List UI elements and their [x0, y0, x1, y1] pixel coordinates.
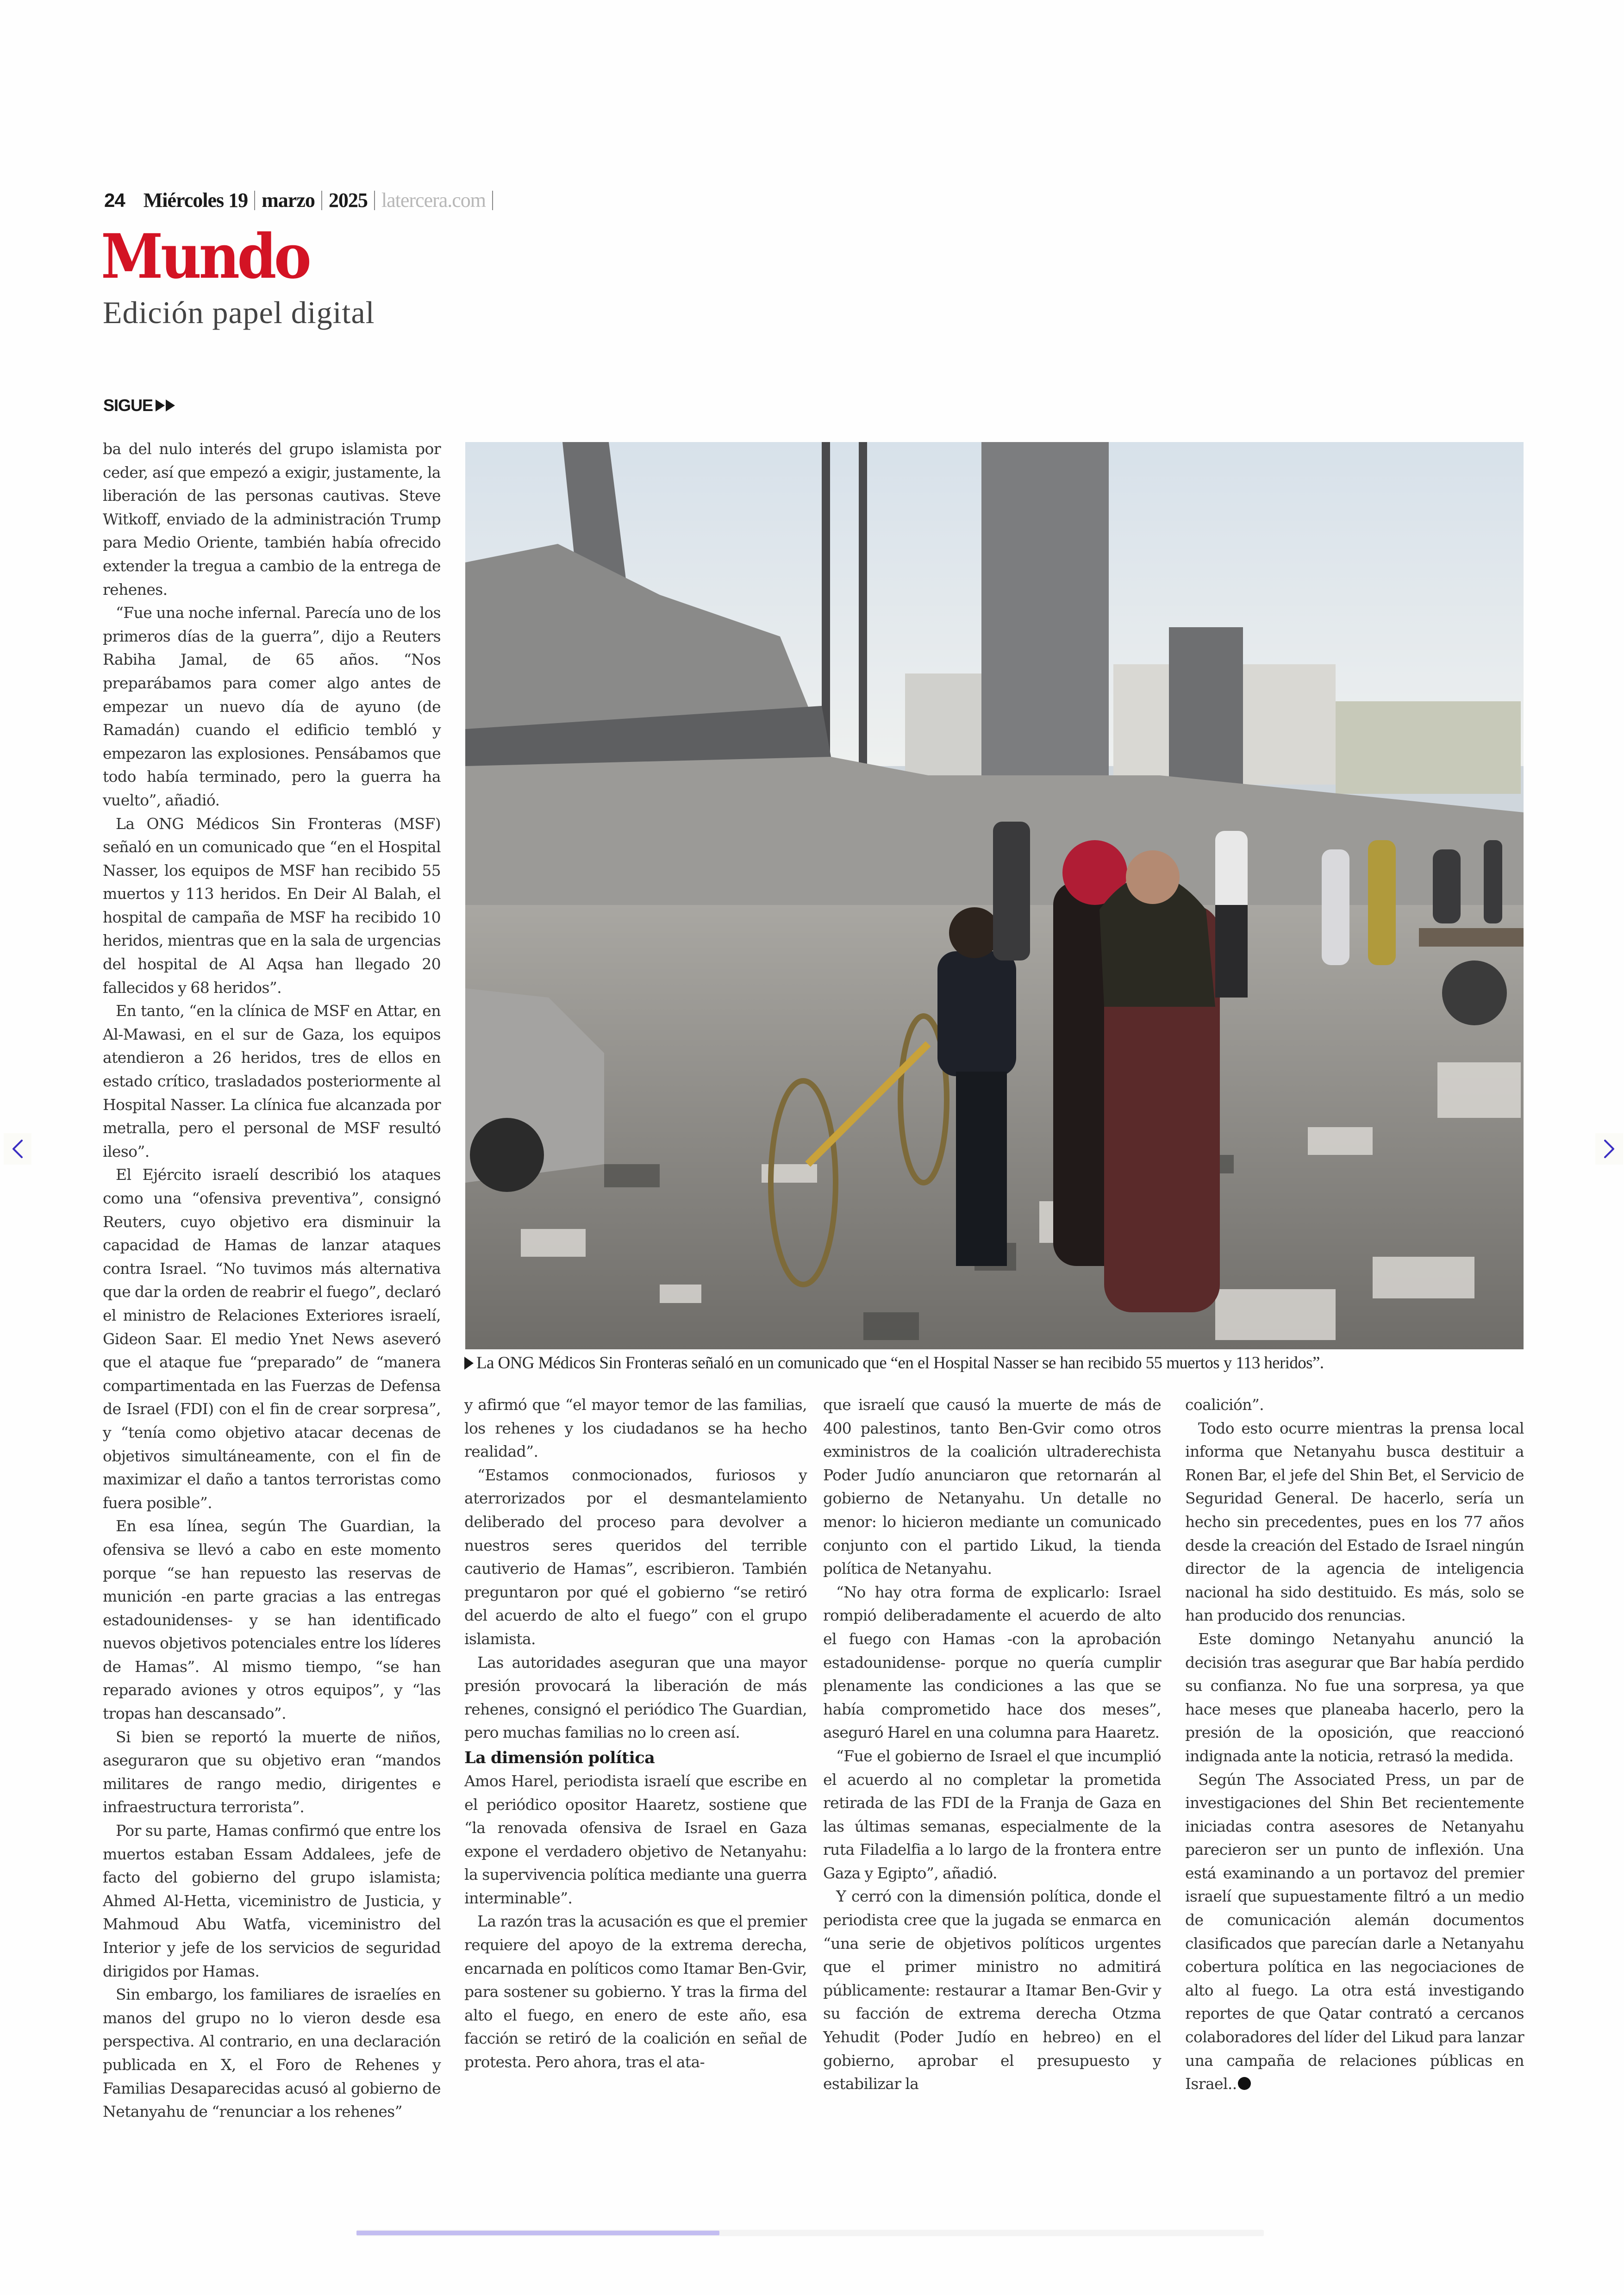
- paragraph: [823, 1393, 1161, 1581]
- site-name: latercera.com: [381, 189, 486, 212]
- photo-cart: [1419, 928, 1524, 947]
- photo-car-wheel: [470, 1118, 544, 1192]
- paragraph-text: Este domingo Netanyahu anunció la decisión tras asegurar que Bar había perdido su confianza. No fue una sorpresa, ya que hace meses que planeaba hacerlo, pero la presión de la oposición, que reaccionó indignada ante la noticia, retrasó la medida.: [1185, 1629, 1524, 1765]
- paragraph-text: La razón tras la acusación es que el premier requiere del apoyo de la extrema derecha, encarnada en políticos como Itamar Ben-Gvir, para sostener su gobierno. Y tras la firma del alto el fuego, en enero de este año, esa facción se retiró de la coalición en señal de protesta. Pero ahora, tras el ata-: [464, 1912, 807, 2071]
- paragraph-text: El Ejército israelí describió los ataques como una “ofensiva preventiva”, consignó Reuters, cuyo objetivo era disminuir la capacidad de Hamas de lanzar ataques contra Israel. “No tuvimos más alternativa que dar la orden de reabrir el fuego”, declaró el ministro de Relaciones Exteriores israelí, Gideon Saar. El medio Ynet News aseveró que el ataque fue “preparado” de “manera compartimentada en las Fuerzas de Defensa de Israel (FDI) con el fin de crear sorpresa”, y “tenía como objetivo atacar decenas de objetivos simultáneamente, con el fin de maximizar el daño a tantos terroristas como fuera posible”.: [103, 1166, 441, 1512]
- article-column-4: [1185, 1393, 1524, 2096]
- paragraph-text: “Estamos conmocionados, furiosos y aterrorizados por el desmantelamiento deliberado del proceso para devolver a nuestros seres queridos del terrible cautiverio de Hamas”, escribieron. También preguntaron por qué el gobierno “se retiró del acuerdo de alto el fuego” con el grupo islamista.: [464, 1466, 807, 1648]
- section-subtitle: Edición papel digital: [103, 295, 375, 330]
- paragraph: [464, 1770, 807, 1910]
- paragraph: [103, 999, 441, 1163]
- paragraph-text: Según The Associated Press, un par de investigaciones del Shin Bet recientemente iniciadas contra asesores de Netanyahu parecieron ser un punto de inflexión. Una está examinando a un portavoz del premier israelí que supuestamente filtró a un medio de comunicación alemán documentos clasificados que parecían darle a Netanyahu cobertura política en las negociaciones de alto al fuego. La otra está investigando reportes de que Qatar contrató a cercanos colaboradores del líder del Likud para lanzar una campaña de relaciones públicas en Israel..: [1185, 1770, 1524, 2093]
- chevron-left-icon: [11, 1139, 25, 1159]
- paragraph-text: Por su parte, Hamas confirmó que entre los muertos estaban Essam Addalees, jefe de facto del gobierno del grupo islamista; Ahmed Al-Hetta, viceministro de Justicia, y Mahmoud Abu Watfa, viceministro del Interior y jefe de los servicios de seguridad dirigidos por Hamas.: [103, 1821, 441, 1980]
- play-arrow-icon: [156, 399, 165, 412]
- paragraph-text: En tanto, “en la clínica de MSF en Attar, en Al-Mawasi, en el sur de Gaza, los equipos atendieron a 26 heridos, tres de ellos en estado crítico, trasladados posteriormente al Hospital Nasser. La clínica fue alcanzada por metralla, pero el personal de MSF resultó ileso”.: [103, 1002, 441, 1160]
- paragraph: [103, 601, 441, 812]
- paragraph-text: Amos Harel, periodista israelí que escribe en el periódico opositor Haaretz, sostiene que “la renovada ofensiva de Israel en Gaza expone el verdadero objetivo de Netanyahu: la supervivencia política mediante una guerra interminable”.: [464, 1771, 807, 1907]
- play-arrow-icon: [166, 399, 175, 412]
- paragraph: [103, 812, 441, 1000]
- scrollbar-thumb[interactable]: [356, 2231, 719, 2235]
- subheading-text: La dimensión política: [464, 1748, 655, 1767]
- paragraph: [1185, 1628, 1524, 1768]
- paragraph: [1185, 1417, 1524, 1628]
- paragraph: [103, 1983, 441, 2124]
- previous-page-button[interactable]: [4, 1133, 31, 1165]
- photo-ruined-pillar: [981, 442, 1109, 775]
- page-folio: [104, 184, 500, 217]
- caption-arrow-icon: [464, 1357, 474, 1370]
- photo-woman-patterned-dress: [1099, 850, 1220, 1312]
- date-weekday-day: Miércoles 19: [143, 189, 248, 212]
- subheading: [464, 1746, 807, 1770]
- paragraph: [103, 437, 441, 601]
- next-page-button[interactable]: [1595, 1133, 1623, 1165]
- photo-caption: [464, 1352, 1524, 1375]
- continue-marker: [103, 396, 175, 415]
- paragraph-text: Sin embargo, los familiares de israelíes en manos del grupo no lo vieron desde esa perspectiva. Al contrario, en una declaración publicada en X, el Foro de Rehenes y Familias Desaparecidas acusó al gobierno de Netanyahu de “renunciar a los rehenes”: [103, 1985, 441, 2121]
- paragraph-text: coalición”.: [1185, 1396, 1264, 1414]
- paragraph-text: “No hay otra forma de explicarlo: Israel rompió deliberadamente el acuerdo de alto el fuego con Hamas -con la aprobación estadounidense- porque no quería cumplir plenamente las condiciones a las que se había comprometido hace dos meses”, aseguró Harel en una columna para Haaretz.: [823, 1583, 1161, 1742]
- photo-cart-wheel: [1442, 960, 1507, 1025]
- paragraph: [823, 1885, 1161, 2095]
- end-of-article-icon: [1238, 2077, 1251, 2090]
- paragraph: [1185, 1768, 1524, 2096]
- paragraph: [103, 1819, 441, 1983]
- paragraph-text: Si bien se reportó la muerte de niños, aseguraron que su objetivo eran “mandos militares de rango medio, dirigentes e infraestructura terrorista”.: [103, 1727, 441, 1816]
- paragraph: [464, 1464, 807, 1651]
- photo-illustration: [465, 442, 1524, 1349]
- paragraph: [823, 1745, 1161, 1885]
- section-title: Mundo: [101, 221, 309, 293]
- paragraph-text: “Fue una noche infernal. Parecía uno de los primeros días de la guerra”, dijo a Reuters Rabiha Jamal, de 65 años. “Nos preparábamos para comer algo antes de empezar un nuevo día de ayuno (de Ramadán) cuando el edificio tembló y empezaron las explosiones. Pensábamos que todo había terminado, pero la guerra ha vuelto”, añadió.: [103, 604, 441, 809]
- paragraph: [1185, 1393, 1524, 1417]
- page-number: 24: [104, 189, 125, 211]
- paragraph: [464, 1910, 807, 2074]
- article-photo: [465, 442, 1524, 1349]
- folio-divider: [374, 191, 375, 210]
- paragraph-text: ba del nulo interés del grupo islamista por ceder, así que empezó a exigir, justamente, la liberación de las personas cautivas. Steve Witkoff, enviado de la administración Trump para Medio Oriente, también había ofrecido extender la tregua a cambio de la entrega de rehenes.: [103, 440, 441, 599]
- horizontal-scrollbar[interactable]: [356, 2230, 1264, 2236]
- folio-divider: [492, 191, 493, 210]
- paragraph-text: “Fue el gobierno de Israel el que incumplió el acuerdo al no completar la prometida retirada de las FDI de la Franja de Gaza en las últimas semanas, especialmente de la ruta Filadelfia a lo largo de la frontera entre Gaza y Egipto”, añadió.: [823, 1746, 1161, 1882]
- paragraph-text: En esa línea, según The Guardian, la ofensiva se llevó a cabo en este momento porque “se han repuesto las reservas de munición -en parte gracias a las entregas estadounidenses- y se han identificado nuevos objetivos potenciales entre los líderes de Hamas”. Al mismo tiempo, “se han reparado aviones y otros equipos”, y “las tropas han descansado”.: [103, 1517, 441, 1723]
- paragraph-text: Y cerró con la dimensión política, donde el periodista cree que la jugada se enmarca en “una serie de objetivos políticos urgentes que el primer ministro no admitirá públicamente: restaurar a Itamar Ben-Gvir y su facción de extrema derecha Otzma Yehudit (Poder Judío en hebreo) en el gobierno, aprobar el presupuesto y estabilizar la: [823, 1887, 1161, 2093]
- photo-building: [1336, 701, 1521, 794]
- caption-text: La ONG Médicos Sin Fronteras señaló en un comunicado que “en el Hospital Nasser se han recibido 55 muertos y 113 heridos”.: [476, 1353, 1324, 1372]
- paragraph: [464, 1651, 807, 1745]
- article-column-1: [103, 437, 441, 2124]
- article-column-2: [464, 1393, 807, 2074]
- date-month: marzo: [262, 189, 315, 212]
- chevron-right-icon: [1602, 1139, 1616, 1159]
- folio-divider: [254, 191, 255, 210]
- photo-ruined-tower: [1169, 627, 1243, 794]
- date-year: 2025: [328, 189, 368, 212]
- article-column-3: [823, 1393, 1161, 2096]
- paragraph-text: que israelí que causó la muerte de más de 400 palestinos, tanto Ben-Gvir como otros exministros de la coalición ultraderechista Poder Judío anunciaron que retornarán al gobierno de Netanyahu. Un detalle no menor: lo hicieron mediante un comunicado conjunto con el partido Likud, la tienda política de Netanyahu.: [823, 1396, 1161, 1578]
- paragraph: [823, 1581, 1161, 1745]
- continue-label: SIGUE: [103, 396, 153, 415]
- paragraph: [103, 1515, 441, 1725]
- paragraph: [464, 1393, 807, 1464]
- paragraph: [103, 1163, 441, 1515]
- paragraph-text: y afirmó que “el mayor temor de las familias, los rehenes y los ciudadanos se ha hecho realidad”.: [464, 1396, 807, 1461]
- paragraph-text: Las autoridades aseguran que una mayor presión provocará la liberación de más rehenes, consignó el periódico The Guardian, pero muchas familias no lo creen así.: [464, 1653, 807, 1742]
- paragraph: [103, 1726, 441, 1819]
- paragraph-text: Todo esto ocurre mientras la prensa local informa que Netanyahu busca destituir a Ronen Bar, el jefe del Shin Bet, el Servicio de Seguridad General. De hacerlo, sería un hecho sin precedentes, pues en los 77 años desde la creación del Estado de Israel ningún director de la agencia de inteligencia nacional ha sido destituido. Es más, solo se han producido dos renuncias.: [1185, 1419, 1524, 1625]
- paragraph-text: La ONG Médicos Sin Fronteras (MSF) señaló en un comunicado que “en el Hospital Nasser, los equipos de MSF han recibido 55 muertos y 113 heridos. En Deir Al Balah, el hospital de campaña de MSF ha recibido 10 heridos, mientras que en la sala de urgencias del hospital de Al Aqsa han llegado 20 fallecidos y 68 heridos”.: [103, 814, 441, 997]
- folio-divider: [321, 191, 322, 210]
